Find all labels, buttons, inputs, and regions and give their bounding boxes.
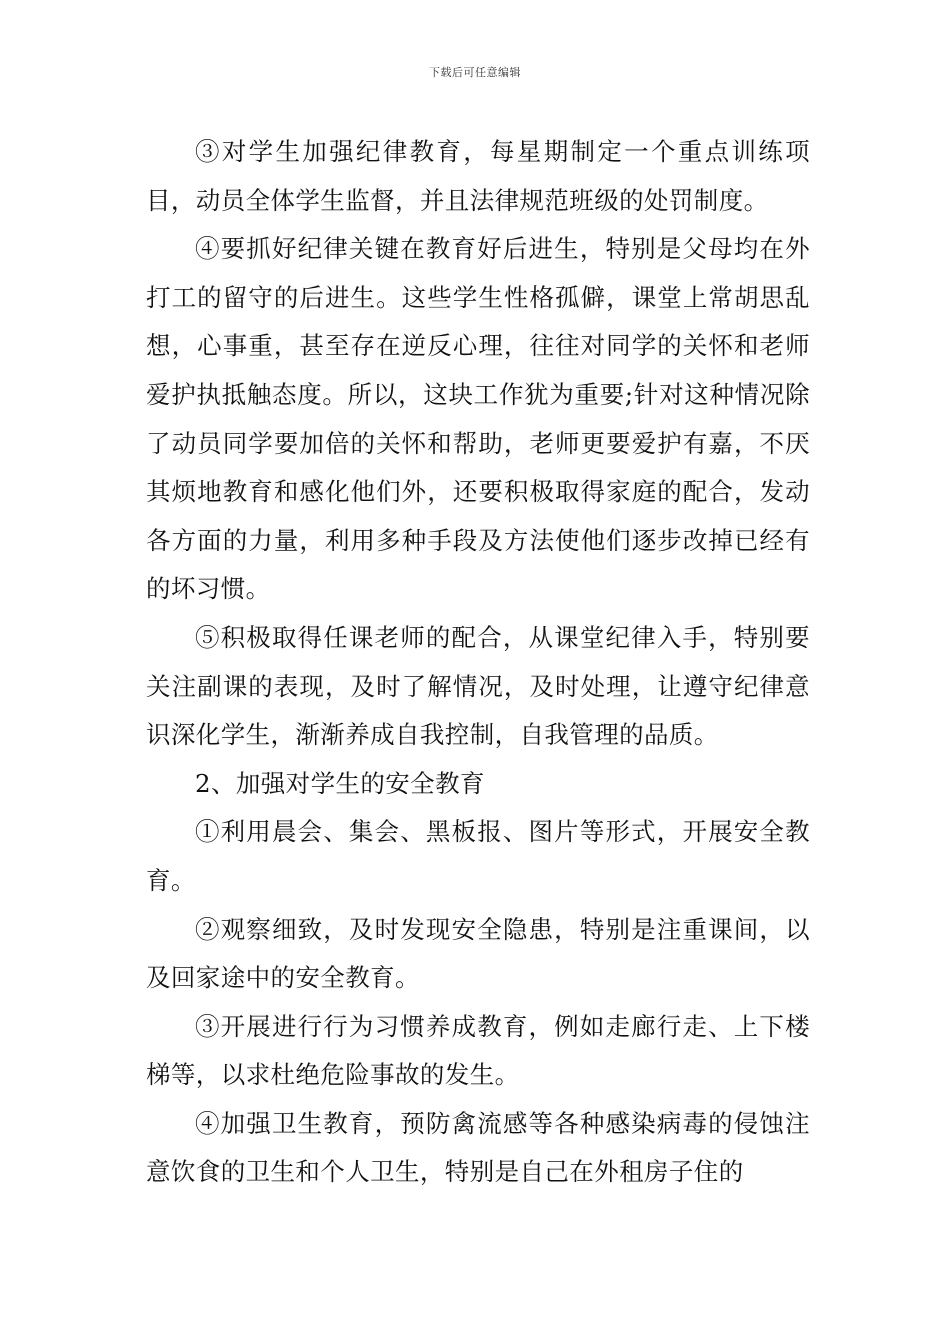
header-note: 下载后可任意编辑 (429, 66, 521, 79)
paragraph-discipline-4: ④要抓好纪律关键在教育好后进生，特别是父母均在外打工的留守的后进生。这些学生性格孤僻，课堂上常胡思乱想，心事重，甚至存在逆反心理，往往对同学的关怀和老师爱护执抵触态度。所以，这块工作犹为重要;针对这种情况除了动员同学要加倍的关怀和帮助，老师更要爱护有嘉，不厌其烦地教育和感化他们外，还要积极取得家庭的配合，发动各方面的力量，利用多种手段及方法使他们逐步改掉已经有的坏习惯。 (146, 234, 810, 604)
paragraph-safety-1: ①利用晨会、集会、黑板报、图片等形式，开展安全教育。 (146, 817, 810, 895)
paragraph-discipline-5: ⑤积极取得任课老师的配合，从课堂纪律入手，特别要关注副课的表现，及时了解情况，及时处理，让遵守纪律意识深化学生，渐渐养成自我控制，自我管理的品质。 (146, 622, 810, 750)
body-text (146, 128, 810, 1197)
paragraph-safety-4: ④加强卫生教育，预防禽流感等各种感染病毒的侵蚀注意饮食的卫生和个人卫生，特别是自己在外租房子住的 (146, 1108, 810, 1187)
section-heading-safety: 2、加强对学生的安全教育 (195, 768, 485, 798)
paragraph-discipline-3: ③对学生加强纪律教育，每星期制定一个重点训练项目，动员全体学生监督，并且法律规范班级的处罚制度。 (146, 137, 810, 215)
paragraph-safety-3: ③开展进行行为习惯养成教育，例如走廊行走、上下楼梯等，以求杜绝危险事故的发生。 (146, 1011, 810, 1090)
paragraph-safety-2: ②观察细致，及时发现安全隐患，特别是注重课间，以及回家途中的安全教育。 (146, 914, 810, 993)
